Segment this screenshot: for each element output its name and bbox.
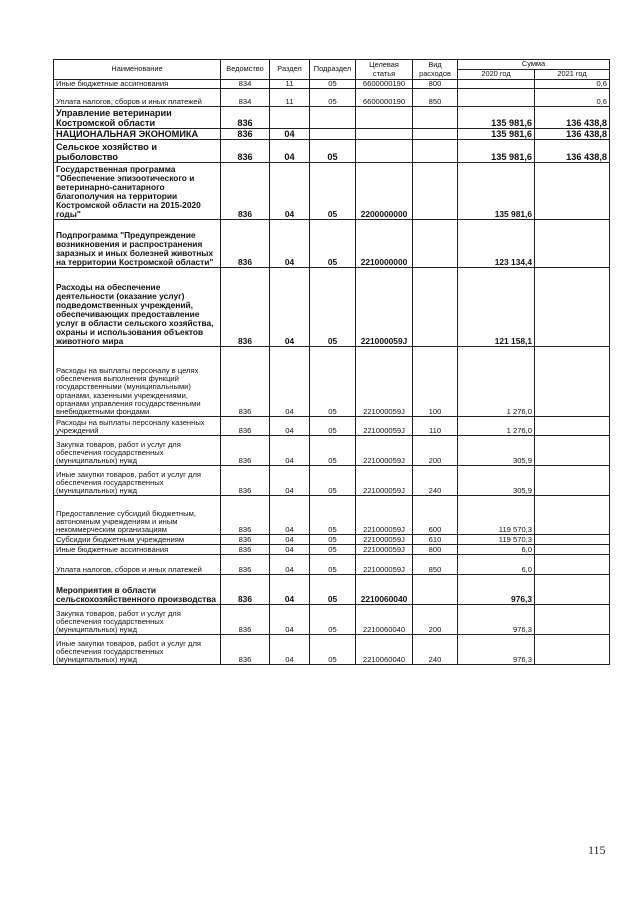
cell-razdel: 04 — [270, 347, 310, 417]
cell-vid: 200 — [413, 436, 458, 466]
cell-vid — [413, 575, 458, 605]
cell-razdel: 04 — [270, 417, 310, 436]
cell-sum-2021 — [535, 347, 610, 417]
cell-vid: 850 — [413, 555, 458, 575]
cell-podrazdel: 05 — [310, 417, 356, 436]
cell-sum-2021 — [535, 535, 610, 545]
cell-vid: 110 — [413, 417, 458, 436]
cell-vid: 600 — [413, 496, 458, 535]
cell-podrazdel: 05 — [310, 89, 356, 107]
cell-tselevaya — [356, 129, 413, 140]
cell-vid: 610 — [413, 535, 458, 545]
table-row — [54, 545, 610, 555]
cell-sum-2021 — [535, 268, 610, 347]
cell-podrazdel: 05 — [310, 605, 356, 635]
table-row — [54, 635, 610, 665]
table-row — [54, 268, 610, 347]
table-row — [54, 535, 610, 545]
cell-tselevaya — [356, 107, 413, 129]
table-row — [54, 220, 610, 268]
cell-vid — [413, 107, 458, 129]
cell-vedomstvo: 836 — [221, 545, 270, 555]
cell-name: Субсидии бюджетным учреждениям — [54, 535, 221, 545]
cell-vedomstvo: 836 — [221, 163, 270, 220]
table-row — [54, 496, 610, 535]
cell-podrazdel: 05 — [310, 575, 356, 605]
cell-sum-2020: 6,0 — [458, 545, 535, 555]
cell-sum-2021 — [535, 635, 610, 665]
cell-vid: 240 — [413, 635, 458, 665]
cell-vid — [413, 140, 458, 163]
cell-sum-2020: 135 981,6 — [458, 129, 535, 140]
cell-podrazdel: 05 — [310, 496, 356, 535]
cell-razdel: 11 — [270, 80, 310, 89]
cell-sum-2021 — [535, 466, 610, 496]
cell-vedomstvo: 836 — [221, 268, 270, 347]
cell-sum-2020: 121 158,1 — [458, 268, 535, 347]
cell-razdel: 04 — [270, 496, 310, 535]
cell-sum-2021 — [535, 496, 610, 535]
cell-tselevaya: 221000059J — [356, 555, 413, 575]
cell-vid: 200 — [413, 605, 458, 635]
cell-sum-2021 — [535, 220, 610, 268]
table-row — [54, 89, 610, 107]
cell-vedomstvo: 834 — [221, 89, 270, 107]
cell-podrazdel — [310, 129, 356, 140]
cell-sum-2021 — [535, 605, 610, 635]
cell-sum-2021 — [535, 417, 610, 436]
header-2021: 2021 год — [535, 70, 610, 80]
cell-tselevaya: 221000059J — [356, 466, 413, 496]
cell-tselevaya: 221000059J — [356, 347, 413, 417]
page-number: 115 — [588, 843, 606, 857]
cell-sum-2020: 123 134,4 — [458, 220, 535, 268]
cell-tselevaya: 221000059J — [356, 535, 413, 545]
cell-podrazdel: 05 — [310, 555, 356, 575]
table-row — [54, 163, 610, 220]
cell-vid — [413, 163, 458, 220]
table-row — [54, 575, 610, 605]
cell-vid — [413, 220, 458, 268]
cell-podrazdel: 05 — [310, 635, 356, 665]
cell-sum-2020: 976,3 — [458, 575, 535, 605]
cell-razdel: 04 — [270, 555, 310, 575]
cell-sum-2021: 0,6 — [535, 80, 610, 89]
budget-sheet — [53, 59, 609, 665]
cell-podrazdel: 05 — [310, 347, 356, 417]
table-row — [54, 555, 610, 575]
cell-razdel: 04 — [270, 635, 310, 665]
cell-podrazdel: 05 — [310, 220, 356, 268]
cell-tselevaya: 221000059J — [356, 268, 413, 347]
cell-razdel: 04 — [270, 220, 310, 268]
cell-tselevaya: 2210060040 — [356, 635, 413, 665]
cell-razdel: 04 — [270, 436, 310, 466]
cell-tselevaya: 221000059J — [356, 417, 413, 436]
cell-vedomstvo: 836 — [221, 496, 270, 535]
cell-vedomstvo: 836 — [221, 575, 270, 605]
cell-vedomstvo: 836 — [221, 535, 270, 545]
table-row — [54, 107, 610, 129]
cell-sum-2021 — [535, 163, 610, 220]
header-vedomstvo: Ведомство — [221, 60, 270, 80]
cell-podrazdel: 05 — [310, 163, 356, 220]
cell-sum-2020: 305,9 — [458, 466, 535, 496]
cell-name: НАЦИОНАЛЬНАЯ ЭКОНОМИКА — [54, 129, 221, 140]
cell-vedomstvo: 836 — [221, 436, 270, 466]
cell-vedomstvo: 836 — [221, 417, 270, 436]
cell-sum-2020 — [458, 80, 535, 89]
cell-sum-2021: 136 438,8 — [535, 140, 610, 163]
cell-name: Мероприятия в области сельскохозяйственного производства — [54, 575, 221, 605]
cell-tselevaya — [356, 140, 413, 163]
cell-sum-2020: 135 981,6 — [458, 163, 535, 220]
cell-vid — [413, 129, 458, 140]
cell-razdel: 04 — [270, 535, 310, 545]
cell-podrazdel — [310, 107, 356, 129]
cell-vid: 100 — [413, 347, 458, 417]
cell-razdel: 04 — [270, 268, 310, 347]
cell-podrazdel: 05 — [310, 535, 356, 545]
cell-name: Сельское хозяйство и рыболовство — [54, 140, 221, 163]
cell-podrazdel: 05 — [310, 268, 356, 347]
cell-name: Расходы на выплаты персоналу в целях обеспечения выполнения функций государственными (муниципальными) органами, казенными учреждениями, органами управления государственными внебюджетными фондами — [54, 347, 221, 417]
cell-name: Уплата налогов, сборов и иных платежей — [54, 555, 221, 575]
header-tselevaya: Целевая статья — [356, 60, 413, 80]
cell-name: Подпрограмма "Предупреждение возникновения и распространения заразных и иных болезней животных на территории Костромской области" — [54, 220, 221, 268]
table-row — [54, 347, 610, 417]
cell-sum-2021 — [535, 555, 610, 575]
cell-sum-2021 — [535, 545, 610, 555]
header-podrazdel: Подраздел — [310, 60, 356, 80]
cell-vedomstvo: 836 — [221, 555, 270, 575]
cell-razdel: 11 — [270, 89, 310, 107]
cell-tselevaya: 221000059J — [356, 545, 413, 555]
header-name: Наименование — [54, 60, 221, 80]
cell-vid — [413, 268, 458, 347]
cell-name: Иные закупки товаров, работ и услуг для обеспечения государственных (муниципальных) нужд — [54, 635, 221, 665]
table-row — [54, 129, 610, 140]
table-row — [54, 466, 610, 496]
cell-sum-2020: 1 276,0 — [458, 347, 535, 417]
cell-name: Управление ветеринарии Костромской области — [54, 107, 221, 129]
cell-name: Иные бюджетные ассигнования — [54, 545, 221, 555]
cell-podrazdel: 05 — [310, 545, 356, 555]
cell-razdel — [270, 107, 310, 129]
cell-name: Государственная программа "Обеспечение эпизоотического и ветеринарно-санитарного благополучия на территории Костромской области на 2015-2020 годы" — [54, 163, 221, 220]
cell-podrazdel: 05 — [310, 80, 356, 89]
cell-tselevaya: 6600000190 — [356, 89, 413, 107]
cell-sum-2020 — [458, 89, 535, 107]
cell-vid: 800 — [413, 80, 458, 89]
cell-vedomstvo: 836 — [221, 220, 270, 268]
cell-razdel: 04 — [270, 140, 310, 163]
cell-sum-2020: 6,0 — [458, 555, 535, 575]
header-summa: Сумма — [458, 60, 610, 70]
cell-sum-2020: 305,9 — [458, 436, 535, 466]
cell-tselevaya: 2210000000 — [356, 220, 413, 268]
cell-podrazdel: 05 — [310, 466, 356, 496]
cell-vedomstvo: 836 — [221, 466, 270, 496]
cell-vedomstvo: 836 — [221, 605, 270, 635]
cell-name: Иные бюджетные ассигнования — [54, 80, 221, 89]
cell-name: Предоставление субсидий бюджетным, автономным учреждениям и иным некоммерческим организациям — [54, 496, 221, 535]
cell-sum-2020: 135 981,6 — [458, 107, 535, 129]
cell-name: Иные закупки товаров, работ и услуг для обеспечения государственных (муниципальных) нужд — [54, 466, 221, 496]
table-row — [54, 140, 610, 163]
cell-tselevaya: 2200000000 — [356, 163, 413, 220]
cell-sum-2021: 0,6 — [535, 89, 610, 107]
cell-razdel: 04 — [270, 163, 310, 220]
cell-tselevaya: 2210060040 — [356, 605, 413, 635]
table-row — [54, 80, 610, 89]
header-vid: Вид расходов — [413, 60, 458, 80]
cell-name: Расходы на обеспечение деятельности (оказание услуг) подведомственных учреждений, обеспечивающих предоставление услуг в области сельского хозяйства, охраны и использования объектов животного мира — [54, 268, 221, 347]
cell-razdel: 04 — [270, 605, 310, 635]
budget-rows — [54, 80, 610, 665]
cell-razdel: 04 — [270, 129, 310, 140]
cell-podrazdel: 05 — [310, 140, 356, 163]
cell-tselevaya: 2210060040 — [356, 575, 413, 605]
cell-vedomstvo: 836 — [221, 129, 270, 140]
cell-podrazdel: 05 — [310, 436, 356, 466]
cell-tselevaya: 6600000190 — [356, 80, 413, 89]
cell-razdel: 04 — [270, 466, 310, 496]
cell-sum-2020: 119 570,3 — [458, 535, 535, 545]
cell-vid: 850 — [413, 89, 458, 107]
cell-tselevaya: 221000059J — [356, 496, 413, 535]
cell-sum-2021 — [535, 575, 610, 605]
cell-sum-2021 — [535, 436, 610, 466]
cell-name: Закупка товаров, работ и услуг для обеспечения государственных (муниципальных) нужд — [54, 605, 221, 635]
cell-sum-2020: 1 276,0 — [458, 417, 535, 436]
cell-vedomstvo: 836 — [221, 107, 270, 129]
cell-name: Закупка товаров, работ и услуг для обеспечения государственных (муниципальных) нужд — [54, 436, 221, 466]
table-row — [54, 605, 610, 635]
cell-sum-2020: 976,3 — [458, 605, 535, 635]
cell-sum-2021: 136 438,8 — [535, 129, 610, 140]
header-razdel: Раздел — [270, 60, 310, 80]
cell-vedomstvo: 836 — [221, 635, 270, 665]
table-row — [54, 417, 610, 436]
cell-razdel: 04 — [270, 575, 310, 605]
cell-sum-2020: 976,3 — [458, 635, 535, 665]
cell-razdel: 04 — [270, 545, 310, 555]
budget-table — [53, 59, 610, 665]
table-row — [54, 436, 610, 466]
cell-vedomstvo: 836 — [221, 347, 270, 417]
header-2020: 2020 год — [458, 70, 535, 80]
cell-sum-2020: 135 981,6 — [458, 140, 535, 163]
cell-vid: 240 — [413, 466, 458, 496]
cell-sum-2020: 119 570,3 — [458, 496, 535, 535]
cell-sum-2021: 136 438,8 — [535, 107, 610, 129]
cell-vid: 800 — [413, 545, 458, 555]
cell-tselevaya: 221000059J — [356, 436, 413, 466]
cell-vedomstvo: 834 — [221, 80, 270, 89]
cell-vedomstvo: 836 — [221, 140, 270, 163]
cell-name: Уплата налогов, сборов и иных платежей — [54, 89, 221, 107]
cell-name: Расходы на выплаты персоналу казенных учреждений — [54, 417, 221, 436]
